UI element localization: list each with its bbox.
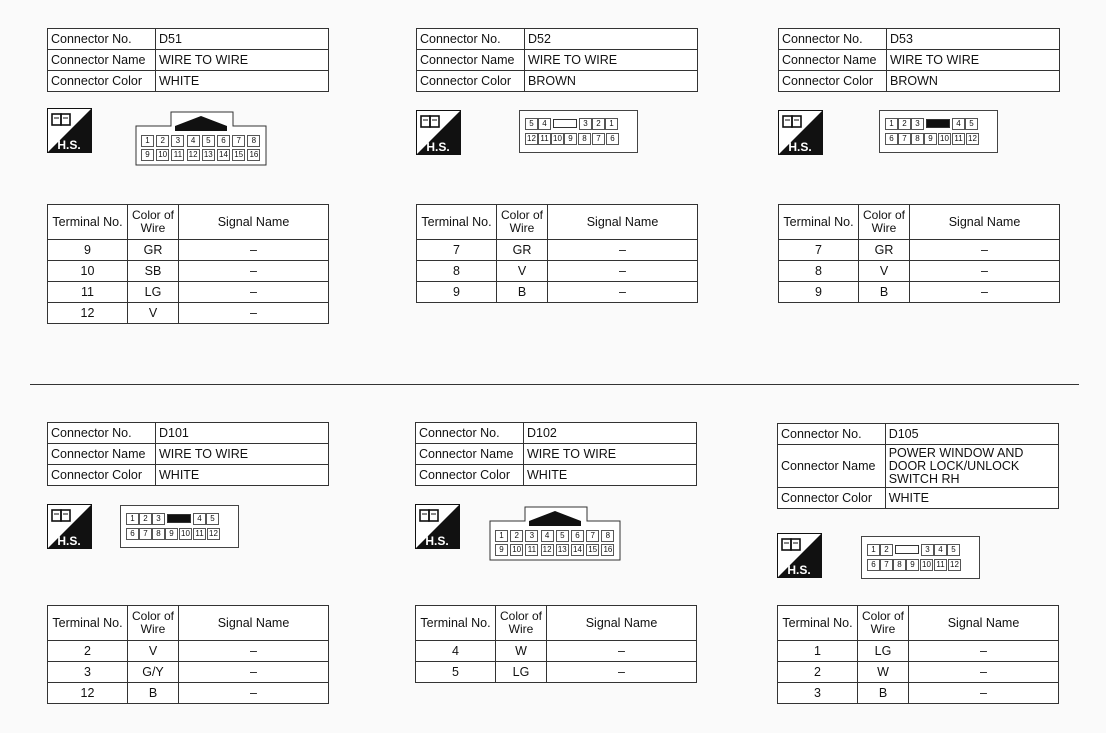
connector-info-table — [415, 422, 697, 486]
harness-side-icon — [416, 110, 461, 155]
signal-name-cell: – — [548, 282, 698, 303]
pin-cell: 11 — [171, 149, 184, 161]
pin-cell: 12 — [966, 133, 979, 145]
connector-name-label: Connector Name — [416, 444, 524, 465]
connector-color-value: BROWN — [525, 71, 698, 92]
signal-name-cell: – — [548, 261, 698, 282]
signal-name-header: Signal Name — [909, 606, 1059, 641]
pin-cell: 15 — [232, 149, 245, 161]
terminal-table — [415, 605, 697, 683]
pin-cell: 9 — [165, 528, 178, 540]
color-of-wire-header: Color of Wire — [128, 205, 179, 240]
terminal-no-cell: 12 — [48, 303, 128, 324]
table-row — [48, 683, 329, 704]
connector-color-value: WHITE — [156, 465, 329, 486]
terminal-table — [47, 204, 329, 324]
wire-color-cell: G/Y — [128, 662, 179, 683]
terminal-no-header: Terminal No. — [779, 205, 859, 240]
pin-cell: 3 — [911, 118, 924, 130]
color-of-wire-header: Color of Wire — [859, 205, 910, 240]
signal-name-cell: – — [909, 641, 1059, 662]
harness-side-icon — [415, 504, 460, 549]
terminal-table-header — [416, 606, 697, 641]
terminal-table — [416, 204, 698, 303]
signal-name-cell: – — [179, 261, 329, 282]
table-row — [48, 662, 329, 683]
connector-face-diagram — [519, 110, 638, 153]
connector-name-value: WIRE TO WIRE — [156, 444, 329, 465]
connector-color-label: Connector Color — [778, 488, 886, 509]
pin-cell: 9 — [564, 133, 577, 145]
connector-no-label: Connector No. — [416, 423, 524, 444]
pin-cell: 3 — [171, 135, 184, 147]
connector-color-value: BROWN — [887, 71, 1060, 92]
connector-color-row — [416, 465, 697, 486]
pin-cell: 14 — [217, 149, 230, 161]
pin-cell: 8 — [911, 133, 924, 145]
terminal-no-cell: 9 — [779, 282, 859, 303]
connector-color-value: WHITE — [885, 488, 1058, 509]
pin-cell: 12 — [207, 528, 220, 540]
harness-side-icon — [47, 504, 92, 549]
terminal-table — [47, 605, 329, 704]
connector-color-row — [48, 465, 329, 486]
pin-cell: 10 — [551, 133, 564, 145]
signal-name-header: Signal Name — [910, 205, 1060, 240]
terminal-no-cell: 2 — [778, 662, 858, 683]
harness-side-icon — [47, 108, 92, 153]
table-row — [416, 641, 697, 662]
terminal-no-header: Terminal No. — [417, 205, 497, 240]
color-of-wire-header: Color of Wire — [858, 606, 909, 641]
terminal-table-header — [48, 205, 329, 240]
terminal-no-cell: 2 — [48, 641, 128, 662]
pin-cell: 10 — [156, 149, 169, 161]
color-of-wire-header: Color of Wire — [497, 205, 548, 240]
pin-cell: 1 — [495, 530, 508, 542]
pin-cell: 11 — [525, 544, 538, 556]
keyway-slot — [553, 119, 577, 128]
wire-color-cell: V — [497, 261, 548, 282]
pin-cell: 6 — [126, 528, 139, 540]
connector-color-label: Connector Color — [48, 465, 156, 486]
terminal-no-cell: 10 — [48, 261, 128, 282]
pin-cell: 7 — [586, 530, 599, 542]
pin-cell: 3 — [152, 513, 165, 525]
terminal-no-cell: 9 — [48, 240, 128, 261]
connector-face-diagram — [489, 505, 621, 561]
connector-no-value: D53 — [887, 29, 1060, 50]
connector-name-value: WIRE TO WIRE — [887, 50, 1060, 71]
terminal-no-cell: 3 — [778, 683, 858, 704]
signal-name-cell: – — [179, 240, 329, 261]
table-row — [48, 641, 329, 662]
connector-no-row — [779, 29, 1060, 50]
signal-name-cell: – — [547, 662, 697, 683]
terminal-no-cell: 5 — [416, 662, 496, 683]
wire-color-cell: B — [859, 282, 910, 303]
pin-cell: 10 — [938, 133, 951, 145]
pin-cell: 6 — [867, 559, 880, 571]
pin-cell: 1 — [141, 135, 154, 147]
pin-cell: 5 — [965, 118, 978, 130]
terminal-no-cell: 1 — [778, 641, 858, 662]
connector-face-diagram — [861, 536, 980, 579]
pin-cell: 12 — [541, 544, 554, 556]
connector-color-row — [417, 71, 698, 92]
terminal-no-cell: 9 — [417, 282, 497, 303]
terminal-table-header — [417, 205, 698, 240]
terminal-no-cell: 8 — [417, 261, 497, 282]
wire-color-cell: GR — [128, 240, 179, 261]
terminal-table-header — [779, 205, 1060, 240]
keyway-block — [926, 119, 950, 128]
pin-cell: 5 — [556, 530, 569, 542]
pin-cell: 7 — [139, 528, 152, 540]
pin-cell: 8 — [601, 530, 614, 542]
pin-cell: 7 — [898, 133, 911, 145]
connector-name-label: Connector Name — [779, 50, 887, 71]
pin-cell: 2 — [592, 118, 605, 130]
wire-color-cell: V — [859, 261, 910, 282]
hs-text: H.S. — [787, 563, 811, 577]
table-row — [48, 240, 329, 261]
pin-cell: 11 — [952, 133, 965, 145]
signal-name-cell: – — [910, 240, 1060, 261]
pin-cell: 2 — [880, 544, 893, 556]
connector-no-value: D51 — [156, 29, 329, 50]
pin-cell: 1 — [867, 544, 880, 556]
signal-name-cell: – — [547, 641, 697, 662]
pin-cell: 1 — [885, 118, 898, 130]
table-row — [48, 261, 329, 282]
terminal-no-header: Terminal No. — [48, 205, 128, 240]
pin-cell: 11 — [193, 528, 206, 540]
pin-cell: 12 — [525, 133, 538, 145]
hs-text: H.S. — [57, 534, 81, 548]
table-row — [779, 240, 1060, 261]
pin-cell: 15 — [586, 544, 599, 556]
pin-cell: 13 — [202, 149, 215, 161]
pin-cell: 4 — [952, 118, 965, 130]
pin-cell: 9 — [495, 544, 508, 556]
pin-cell: 8 — [247, 135, 260, 147]
pin-cell: 10 — [179, 528, 192, 540]
connector-color-value: WHITE — [524, 465, 697, 486]
connector-name-value: WIRE TO WIRE — [524, 444, 697, 465]
connector-color-label: Connector Color — [779, 71, 887, 92]
connector-color-row — [48, 71, 329, 92]
pin-cell: 4 — [187, 135, 200, 147]
section-divider — [30, 384, 1079, 385]
wire-color-cell: LG — [128, 282, 179, 303]
terminal-no-cell: 8 — [779, 261, 859, 282]
connector-no-label: Connector No. — [778, 424, 886, 445]
pin-cell: 12 — [187, 149, 200, 161]
pin-cell: 16 — [247, 149, 260, 161]
wire-color-cell: LG — [858, 641, 909, 662]
connector-color-row — [779, 71, 1060, 92]
wire-color-cell: B — [128, 683, 179, 704]
pin-cell: 2 — [156, 135, 169, 147]
pin-cell: 13 — [556, 544, 569, 556]
pin-cell: 6 — [217, 135, 230, 147]
pin-cell: 6 — [885, 133, 898, 145]
pin-cell: 12 — [948, 559, 961, 571]
terminal-no-cell: 4 — [416, 641, 496, 662]
connector-name-value: WIRE TO WIRE — [156, 50, 329, 71]
connector-no-row — [778, 424, 1059, 445]
signal-name-cell: – — [909, 662, 1059, 683]
connector-name-row — [779, 50, 1060, 71]
connector-name-row — [778, 445, 1059, 488]
pin-cell: 9 — [906, 559, 919, 571]
harness-side-icon — [778, 110, 823, 155]
connector-no-label: Connector No. — [48, 29, 156, 50]
hs-text: H.S. — [426, 140, 450, 154]
pin-cell: 1 — [126, 513, 139, 525]
connector-no-row — [417, 29, 698, 50]
pin-cell: 10 — [510, 544, 523, 556]
pin-cell: 5 — [202, 135, 215, 147]
signal-name-cell: – — [548, 240, 698, 261]
wire-color-cell: LG — [496, 662, 547, 683]
signal-name-header: Signal Name — [179, 205, 329, 240]
table-row — [778, 683, 1059, 704]
signal-name-cell: – — [179, 303, 329, 324]
terminal-table-header — [48, 606, 329, 641]
table-row — [48, 282, 329, 303]
connector-info-table — [47, 28, 329, 92]
keyway-slot — [895, 545, 919, 554]
connector-name-row — [48, 444, 329, 465]
pin-cell: 4 — [538, 118, 551, 130]
wire-color-cell: W — [496, 641, 547, 662]
connector-face-diagram — [135, 110, 267, 166]
signal-name-cell: – — [910, 282, 1060, 303]
keyway-block — [167, 514, 191, 523]
signal-name-cell: – — [179, 662, 329, 683]
terminal-no-cell: 7 — [417, 240, 497, 261]
terminal-no-cell: 12 — [48, 683, 128, 704]
signal-name-cell: – — [179, 282, 329, 303]
connector-color-value: WHITE — [156, 71, 329, 92]
connector-no-row — [48, 423, 329, 444]
pin-cell: 1 — [605, 118, 618, 130]
wire-color-cell: V — [128, 303, 179, 324]
pin-cell: 5 — [947, 544, 960, 556]
connector-color-row — [778, 488, 1059, 509]
table-row — [48, 303, 329, 324]
signal-name-header: Signal Name — [547, 606, 697, 641]
hs-text: H.S. — [425, 534, 449, 548]
harness-side-icon — [777, 533, 822, 578]
pin-cell: 3 — [579, 118, 592, 130]
pin-cell: 6 — [606, 133, 619, 145]
pin-cell: 14 — [571, 544, 584, 556]
wire-color-cell: GR — [497, 240, 548, 261]
table-row — [779, 282, 1060, 303]
table-row — [416, 662, 697, 683]
connector-no-label: Connector No. — [417, 29, 525, 50]
connector-color-label: Connector Color — [48, 71, 156, 92]
pin-cell: 8 — [893, 559, 906, 571]
hs-text: H.S. — [788, 140, 812, 154]
pin-cell: 4 — [934, 544, 947, 556]
connector-name-label: Connector Name — [417, 50, 525, 71]
connector-no-value: D102 — [524, 423, 697, 444]
pin-cell: 11 — [538, 133, 551, 145]
connector-name-row — [48, 50, 329, 71]
wire-color-cell: B — [858, 683, 909, 704]
connector-name-value: POWER WINDOW AND DOOR LOCK/UNLOCK SWITCH RH — [885, 445, 1058, 488]
wire-color-cell: B — [497, 282, 548, 303]
color-of-wire-header: Color of Wire — [128, 606, 179, 641]
connector-no-value: D105 — [885, 424, 1058, 445]
pin-cell: 4 — [193, 513, 206, 525]
terminal-no-cell: 11 — [48, 282, 128, 303]
connector-info-table — [777, 423, 1059, 509]
terminal-no-cell: 3 — [48, 662, 128, 683]
pin-cell: 3 — [525, 530, 538, 542]
pin-cell: 7 — [232, 135, 245, 147]
terminal-table — [778, 204, 1060, 303]
connector-color-label: Connector Color — [416, 465, 524, 486]
connector-name-label: Connector Name — [48, 444, 156, 465]
pin-cell: 2 — [898, 118, 911, 130]
pin-cell: 2 — [510, 530, 523, 542]
pin-cell: 9 — [141, 149, 154, 161]
connector-name-row — [417, 50, 698, 71]
connector-face-diagram — [120, 505, 239, 548]
table-row — [778, 662, 1059, 683]
connector-no-label: Connector No. — [779, 29, 887, 50]
connector-info-table — [47, 422, 329, 486]
pin-cell: 8 — [152, 528, 165, 540]
signal-name-cell: – — [179, 641, 329, 662]
pin-cell: 11 — [934, 559, 947, 571]
pin-cell: 7 — [880, 559, 893, 571]
hs-text: H.S. — [57, 138, 81, 152]
table-row — [417, 240, 698, 261]
table-row — [778, 641, 1059, 662]
signal-name-cell: – — [910, 261, 1060, 282]
pin-cell: 5 — [206, 513, 219, 525]
connector-no-row — [48, 29, 329, 50]
connector-no-row — [416, 423, 697, 444]
wire-color-cell: V — [128, 641, 179, 662]
terminal-no-header: Terminal No. — [778, 606, 858, 641]
connector-face-diagram — [879, 110, 998, 153]
pin-cell: 2 — [139, 513, 152, 525]
pin-cell: 8 — [578, 133, 591, 145]
connector-no-label: Connector No. — [48, 423, 156, 444]
connector-color-label: Connector Color — [417, 71, 525, 92]
pin-cell: 10 — [920, 559, 933, 571]
connector-name-row — [416, 444, 697, 465]
terminal-table-header — [778, 606, 1059, 641]
wire-color-cell: SB — [128, 261, 179, 282]
connector-name-label: Connector Name — [48, 50, 156, 71]
pin-cell: 3 — [921, 544, 934, 556]
pin-cell: 7 — [592, 133, 605, 145]
connector-no-value: D52 — [525, 29, 698, 50]
pin-cell: 16 — [601, 544, 614, 556]
pin-cell: 5 — [525, 118, 538, 130]
terminal-no-header: Terminal No. — [48, 606, 128, 641]
pin-cell: 6 — [571, 530, 584, 542]
pin-cell: 9 — [924, 133, 937, 145]
terminal-table — [777, 605, 1059, 704]
color-of-wire-header: Color of Wire — [496, 606, 547, 641]
signal-name-cell: – — [179, 683, 329, 704]
signal-name-header: Signal Name — [179, 606, 329, 641]
connector-info-table — [778, 28, 1060, 92]
table-row — [417, 261, 698, 282]
signal-name-header: Signal Name — [548, 205, 698, 240]
connector-name-value: WIRE TO WIRE — [525, 50, 698, 71]
wire-color-cell: W — [858, 662, 909, 683]
wire-color-cell: GR — [859, 240, 910, 261]
pin-cell: 4 — [541, 530, 554, 542]
table-row — [417, 282, 698, 303]
terminal-no-cell: 7 — [779, 240, 859, 261]
signal-name-cell: – — [909, 683, 1059, 704]
connector-no-value: D101 — [156, 423, 329, 444]
table-row — [779, 261, 1060, 282]
connector-name-label: Connector Name — [778, 445, 886, 488]
connector-info-table — [416, 28, 698, 92]
terminal-no-header: Terminal No. — [416, 606, 496, 641]
